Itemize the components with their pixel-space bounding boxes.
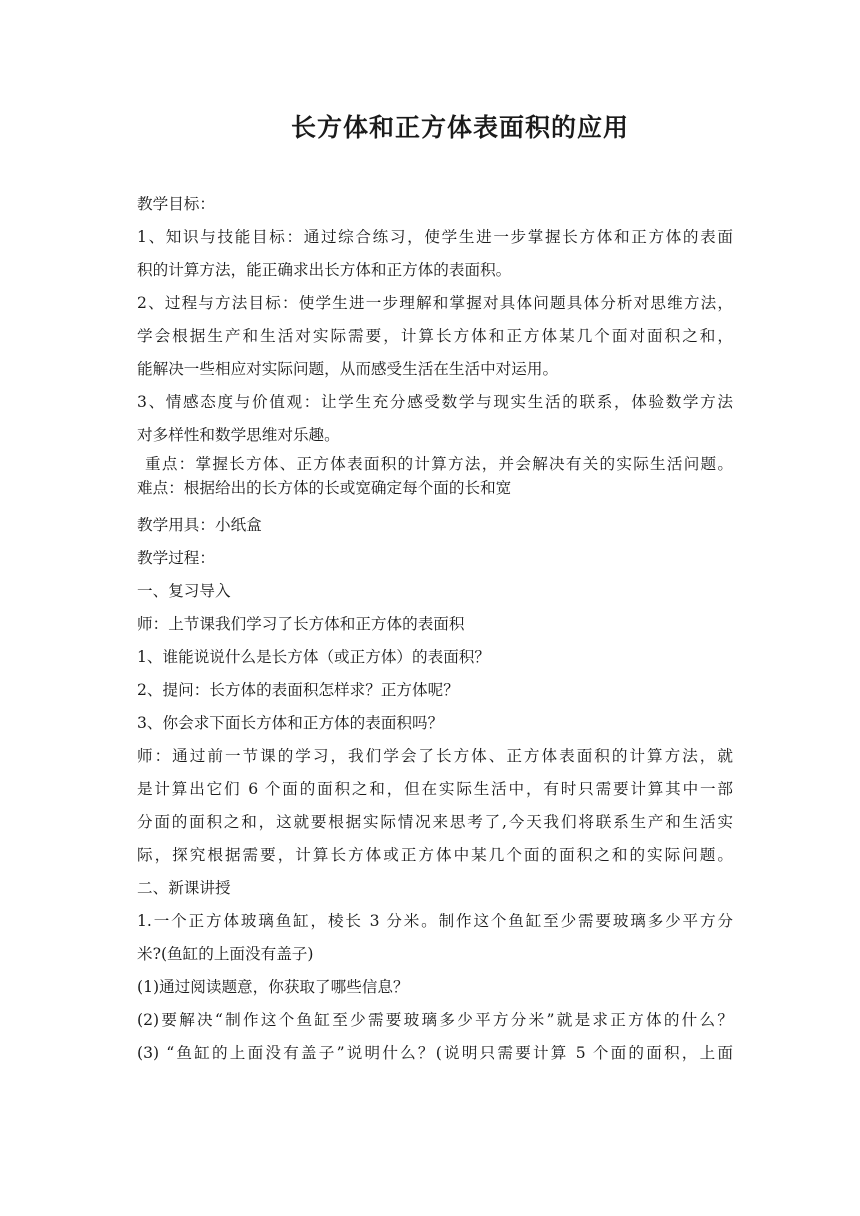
paragraph-line: 师：通过前一节课的学习，我们学会了长方体、正方体表面积的计算方法，就 (137, 747, 733, 765)
paragraph-line: 1.一个正方体玻璃鱼缸，棱长 3 分米。制作这个鱼缸至少需要玻璃多少平方分 (137, 912, 733, 930)
key-point-line: 重点：掌握长方体、正方体表面积的计算方法，并会解决有关的实际生活问题。 (145, 455, 733, 473)
paragraph-line: 对多样性和数学思维对乐趣。 (137, 426, 340, 444)
paragraph-line: (2)要解决“制作这个鱼缸至少需要玻璃多少平方分米”就是求正方体的什么？ (137, 1011, 733, 1029)
paragraph-line: 1、知识与技能目标：通过综合练习，使学生进一步掌握长方体和正方体的表面 (137, 228, 733, 246)
document-title: 长方体和正方体表面积的应用 (290, 113, 629, 142)
document-body (137, 188, 733, 1070)
paragraph-line: 际，探究根据需要，计算长方体或正方体中某几个面的面积之和的实际问题。 (137, 846, 733, 864)
paragraph-line: 分面的面积之和，这就要根据实际情况来思考了,今天我们将联系生产和生活实 (137, 813, 733, 831)
paragraph-line: 教学目标： (137, 195, 215, 213)
paragraph-line: 积的计算方法，能正确求出长方体和正方体的表面积。 (137, 261, 512, 279)
difficulty-line: 难点：根据给出的长方体的长或宽确定每个面的长和宽 (137, 479, 512, 497)
paragraph-line: 教学过程： (137, 549, 215, 567)
paragraph-line: 是计算出它们 6 个面的面积之和，但在实际生活中，有时只需要计算其中一部 (137, 780, 733, 798)
paragraph-line: 米?(鱼缸的上面没有盖子) (137, 945, 314, 963)
paragraph-line: 3、你会求下面长方体和正方体的表面积吗？ (137, 714, 444, 732)
paragraph-line: 3、情感态度与价值观：让学生充分感受数学与现实生活的联系，体验数学方法 (137, 393, 733, 411)
paragraph-line: (3) “鱼缸的上面没有盖子”说明什么？(说明只需要计算 5 个面的面积，上面 (137, 1044, 733, 1062)
paragraph-line: 能解决一些相应对实际问题，从而感受生活在生活中对运用。 (137, 360, 559, 378)
paragraph-line: 1、谁能说说什么是长方体（或正方体）的表面积？ (137, 648, 490, 666)
paragraph-line: 2、过程与方法目标：使学生进一步理解和掌握对具体问题具体分析对思维方法， (137, 294, 733, 312)
section-heading: 二、新课讲授 (137, 879, 231, 897)
paragraph-line: (1)通过阅读题意，你获取了哪些信息？ (137, 978, 409, 996)
paragraph-line: 学会根据生产和生活对实际需要，计算长方体和正方体某几个面对面积之和， (137, 327, 733, 345)
section-heading: 一、复习导入 (137, 582, 231, 600)
paragraph-line: 师：上节课我们学习了长方体和正方体的表面积 (137, 615, 465, 633)
paragraph-line: 2、提问：长方体的表面积怎样求？正方体呢？ (137, 681, 459, 699)
paragraph-line: 教学用具：小纸盒 (137, 516, 262, 534)
